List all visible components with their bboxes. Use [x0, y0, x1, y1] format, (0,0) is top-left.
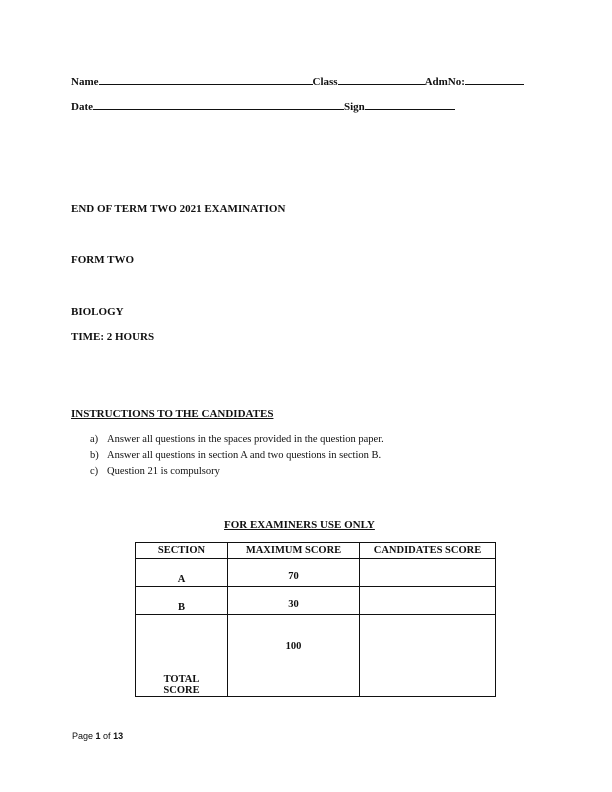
page-prefix: Page	[72, 731, 96, 741]
table-row	[136, 559, 496, 587]
name-field[interactable]	[99, 74, 313, 85]
table-header-row	[136, 543, 496, 559]
section-cell: B	[136, 587, 228, 615]
candidate-score-cell[interactable]	[360, 559, 496, 587]
instruction-marker: b)	[90, 450, 99, 461]
exam-title: END OF TERM TWO 2021 EXAMINATION	[71, 203, 286, 215]
class-label: Class	[312, 76, 338, 88]
instruction-text: Answer all questions in section A and two questions in section B.	[107, 450, 382, 461]
candidate-score-cell[interactable]	[360, 587, 496, 615]
examiners-score-table	[135, 542, 496, 697]
instruction-item	[90, 448, 384, 464]
sign-field[interactable]	[365, 99, 455, 110]
page-total: 13	[113, 731, 124, 741]
instructions-list	[90, 432, 384, 480]
instructions-title: INSTRUCTIONS TO THE CANDIDATES	[71, 408, 274, 420]
exam-form: FORM TWO	[71, 254, 135, 266]
candidate-score-cell-total[interactable]	[360, 615, 496, 697]
section-cell-total	[136, 615, 228, 697]
header-candidates-score: CANDIDATES SCORE	[360, 543, 496, 559]
exam-time: TIME: 2 HOURS	[71, 331, 155, 343]
sign-label: Sign	[344, 101, 365, 113]
max-score-cell: 30	[228, 587, 360, 615]
date-field[interactable]	[93, 99, 344, 110]
instruction-text: Answer all questions in the spaces provided in the question paper.	[107, 434, 384, 445]
instruction-marker: a)	[90, 434, 99, 445]
total-label-line1: TOTAL	[163, 674, 200, 685]
section-cell: A	[136, 559, 228, 587]
header-maximum-score: MAXIMUM SCORE	[228, 543, 360, 559]
name-label: Name	[71, 76, 99, 88]
instruction-item	[90, 464, 384, 480]
class-field[interactable]	[338, 74, 425, 85]
instruction-item	[90, 432, 384, 448]
admno-field[interactable]	[465, 74, 524, 85]
table-row-total	[136, 615, 496, 697]
max-score-cell: 70	[228, 559, 360, 587]
instruction-marker: c)	[90, 466, 99, 477]
table-row	[136, 587, 496, 615]
page-of: of	[100, 731, 114, 741]
header-fields-row-1	[71, 74, 524, 88]
max-score-cell-total: 100	[228, 615, 360, 697]
date-label: Date	[71, 101, 93, 113]
admno-label: AdmNo:	[424, 76, 465, 88]
header-fields-row-2	[71, 99, 455, 113]
page-number	[72, 731, 123, 741]
instruction-text: Question 21 is compulsory	[107, 466, 220, 477]
page-current: 1	[95, 731, 101, 741]
exam-subject: BIOLOGY	[71, 306, 124, 318]
header-section: SECTION	[136, 543, 228, 559]
total-label-line2: SCORE	[163, 685, 200, 696]
examiners-table-title: FOR EXAMINERS USE ONLY	[224, 519, 375, 531]
